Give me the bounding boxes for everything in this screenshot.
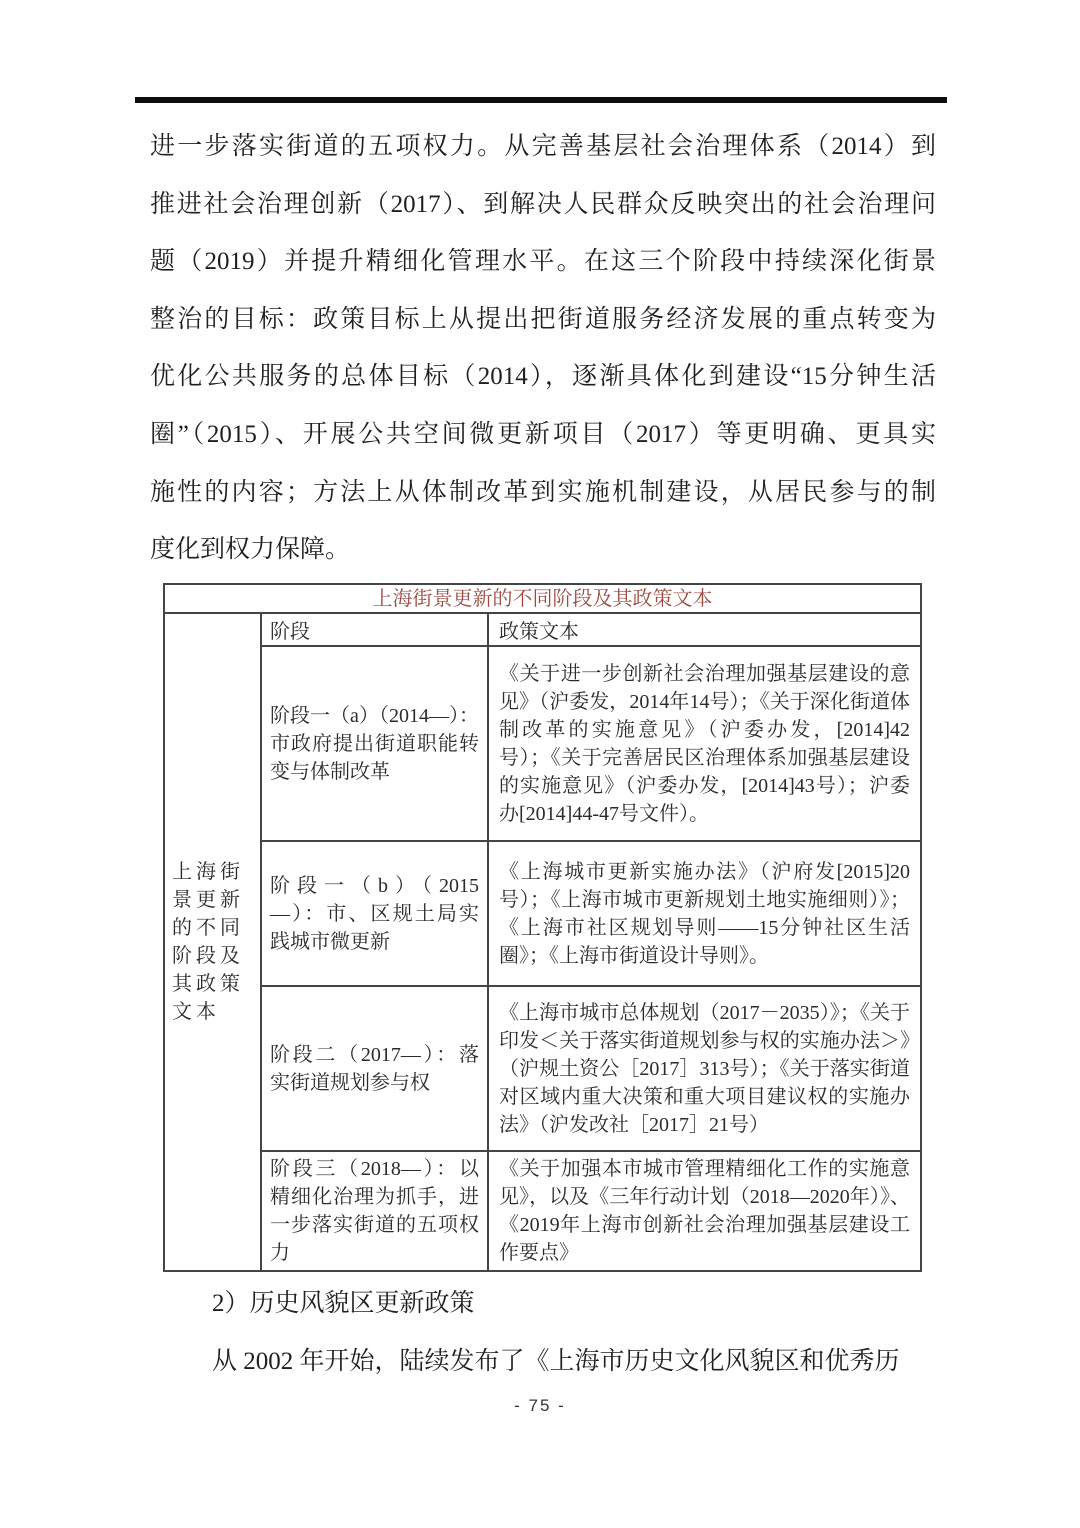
paragraph-line: 圈”（2015）、开展公共空间微更新项目（2017）等更明确、更具实 — [150, 420, 936, 448]
table-title: 上海街景更新的不同阶段及其政策文本 — [164, 584, 921, 613]
stage-cell: 阶段三（2018—）：以精细化治理为抓手，进一步落实街道的五项权力 — [261, 1151, 488, 1271]
table-row — [164, 841, 921, 986]
paragraph-line: 施性的内容；方法上从体制改革到实施机制建设，从居民参与的制 — [150, 478, 936, 506]
policy-table — [163, 583, 922, 1272]
paragraph-line: 度化到权力保障。 — [150, 536, 351, 564]
body-paragraph — [150, 118, 936, 579]
page-number: - 75 - — [514, 1396, 566, 1415]
stage-cell: 阶段一（b）（2015—）：市、区规土局实践城市微更新 — [261, 841, 488, 986]
policy-cell: 《上海市城市总体规划（2017－2035）》；《关于印发＜关于落实街道规划参与权的实施办法＞》（沪规土资公［2017］313号）；《关于落实街道对区域内重大决策和重大项目建议权的实施办法》（沪发改社［2017］21号） — [488, 986, 921, 1151]
policy-cell: 《关于进一步创新社会治理加强基层建设的意见》（沪委发，2014年14号）；《关于深化街道体制改革的实施意见》（沪委办发，[2014]42号）；《关于完善居民区治理体系加强基层建设的实施意见》（沪委办发，[2014]43号）；沪委办[2014]44-47号文件）。 — [488, 646, 921, 841]
paragraph-line: 题（2019）并提升精细化管理水平。在这三个阶段中持续深化街景 — [150, 248, 936, 276]
paragraph-line: 整治的目标：政策目标上从提出把街道服务经济发展的重点转变为 — [150, 305, 936, 333]
section-heading: 2）历史风貌区更新政策 — [212, 1290, 475, 1317]
column-header-policy: 政策文本 — [488, 613, 921, 646]
paragraph-line: 推进社会治理创新（2017）、到解决人民群众反映突出的社会治理问 — [150, 190, 936, 218]
table-row — [164, 1151, 921, 1271]
table-row — [164, 986, 921, 1151]
header-rule — [135, 97, 947, 103]
stage-cell: 阶段二（2017—）：落实街道规划参与权 — [261, 986, 488, 1151]
table-row — [164, 646, 921, 841]
table-side-label: 上海街景更新的不同阶段及其政策文本 — [164, 613, 261, 1271]
paragraph-line: 优化公共服务的总体目标（2014），逐渐具体化到建设“15分钟生活 — [150, 363, 936, 391]
stage-cell: 阶段一（a）（2014—）：市政府提出街道职能转变与体制改革 — [261, 646, 488, 841]
table-header-row — [164, 613, 921, 646]
policy-cell: 《上海城市更新实施办法》（沪府发[2015]20号）；《上海市城市更新规划土地实施细则）》；《上海市社区规划导则——15分钟社区生活圈》；《上海市街道设计导则》。 — [488, 841, 921, 986]
section-body-line: 从 2002 年开始，陆续发布了《上海市历史文化风貌区和优秀历 — [212, 1348, 900, 1375]
column-header-stage: 阶段 — [261, 613, 488, 646]
policy-cell: 《关于加强本市城市管理精细化工作的实施意见》，以及《三年行动计划（2018—2020年）》、《2019年上海市创新社会治理加强基层建设工作要点》 — [488, 1151, 921, 1271]
paragraph-line: 进一步落实街道的五项权力。从完善基层社会治理体系（2014）到 — [150, 133, 936, 160]
table-title-row — [164, 584, 921, 613]
